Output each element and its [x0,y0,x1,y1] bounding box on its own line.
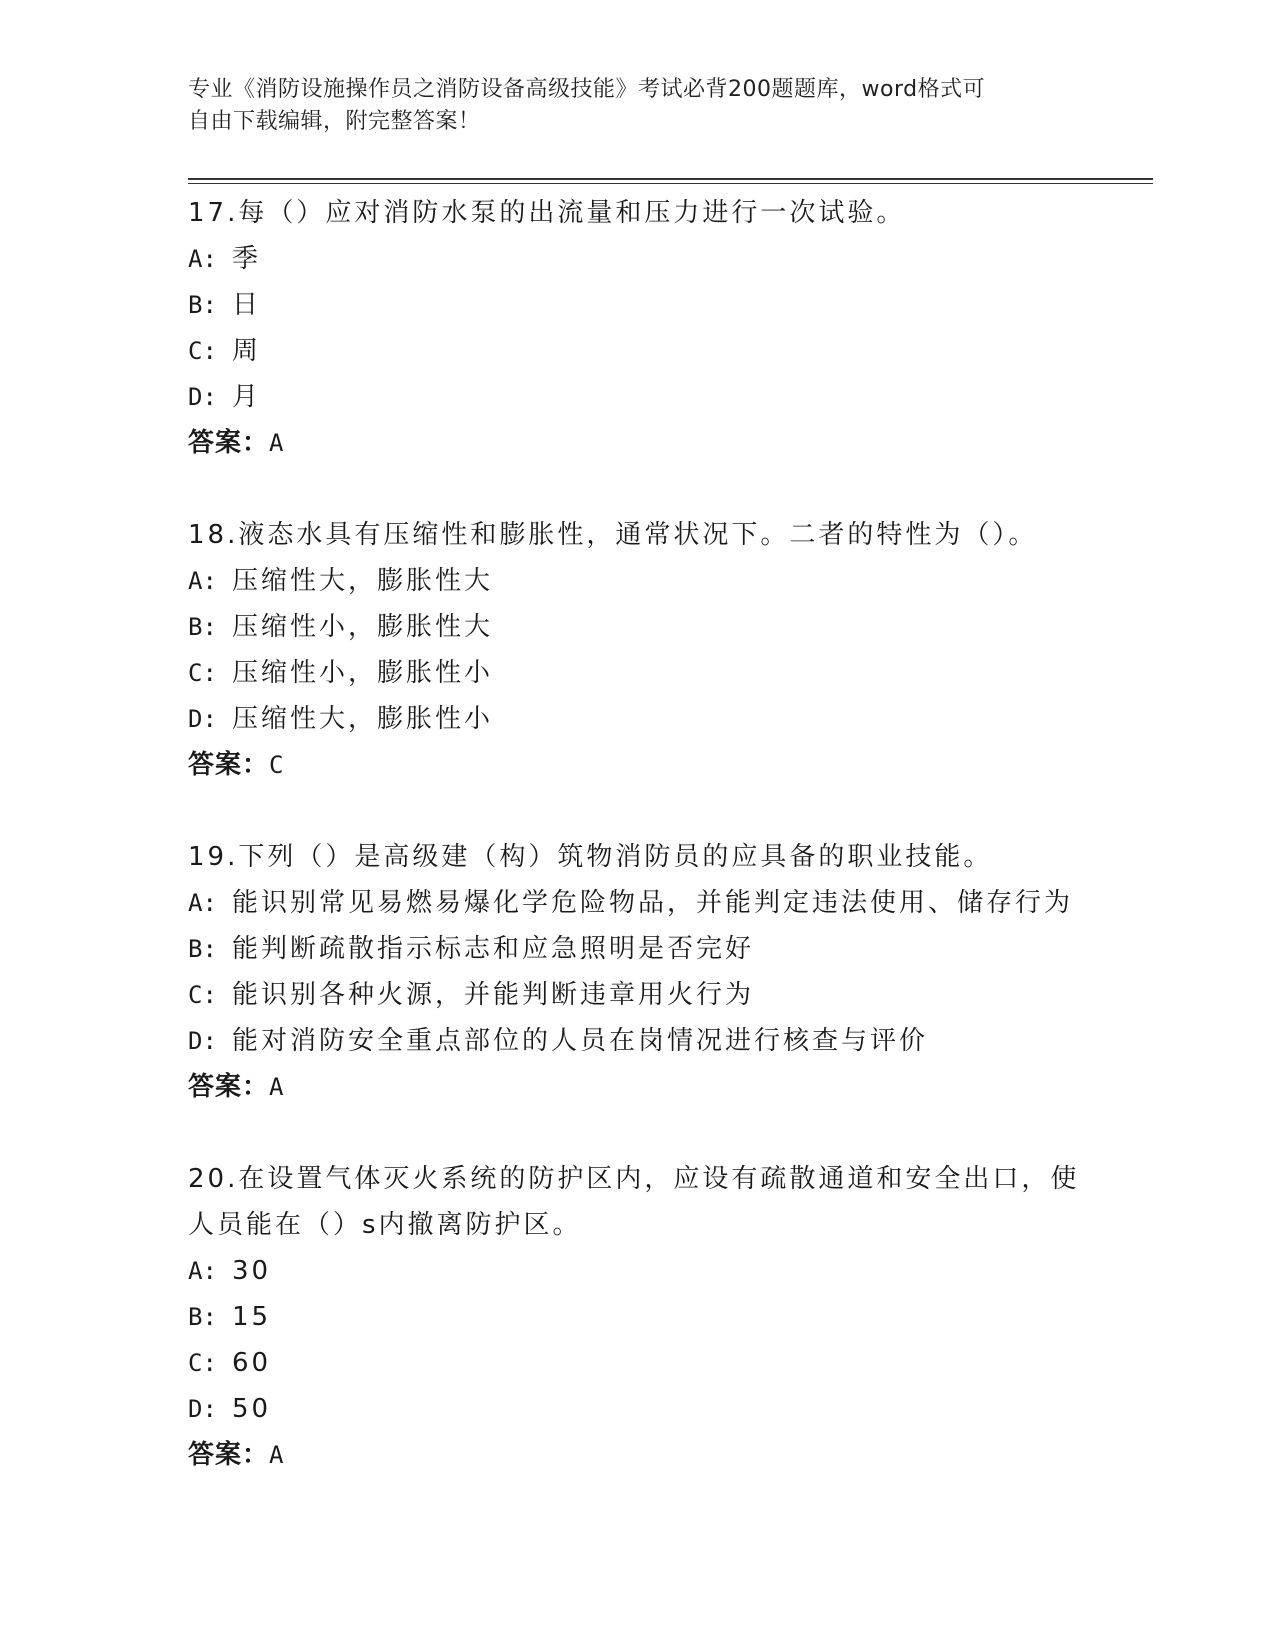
option-text: 60 [232,1348,272,1378]
option-b [188,926,1088,972]
option-text: 能识别常见易燃易爆化学危险物品，并能判定违法使用、储存行为 [232,888,1074,918]
option-letter: B: [188,613,217,641]
answer-value: A [269,1073,285,1101]
option-text: 15 [232,1302,272,1332]
option-text: 能判断疏散指示标志和应急照明是否完好 [232,934,755,964]
option-b [188,282,1088,328]
document-header [188,74,1088,138]
option-letter: A: [188,889,217,917]
option-letter: C: [188,659,217,687]
option-letter: A: [188,1257,217,1285]
option-letter: D: [188,1027,217,1055]
answer-label: 答案： [188,1072,270,1102]
option-b [188,604,1088,650]
option-text: 月 [232,382,262,412]
option-letter: B: [188,935,217,963]
question-stem: 17.每（）应对消防水泵的出流量和压力进行一次试验。 [188,198,906,228]
question-stem: 19.下列（）是高级建（构）筑物消防员的应具备的职业技能。 [188,842,993,872]
option-c [188,328,1088,374]
option-d [188,1018,1088,1064]
option-d [188,1386,1088,1432]
question-19 [188,834,1088,1110]
option-a [188,558,1088,604]
option-letter: B: [188,1303,217,1331]
header-line-1: 专业《消防设施操作员之消防设备高级技能》考试必背200题题库，word格式可 [188,77,986,102]
option-text: 压缩性小，膨胀性小 [232,658,494,688]
option-text: 50 [232,1394,272,1424]
option-a [188,880,1088,926]
question-list [188,190,1088,1524]
question-17 [188,190,1088,466]
answer-label: 答案： [188,1440,270,1470]
option-text: 日 [232,290,262,320]
option-text: 压缩性大，膨胀性大 [232,566,494,596]
option-b [188,1294,1088,1340]
option-d [188,374,1088,420]
option-text: 周 [232,336,262,366]
option-c [188,1340,1088,1386]
header-divider [188,178,1153,184]
option-letter: A: [188,245,217,273]
question-stem: 20.在设置气体灭火系统的防护区内，应设有疏散通道和安全出口，使人员能在（）s内撤离防护区。 [188,1164,1080,1240]
option-text: 压缩性小，膨胀性大 [232,612,494,642]
option-c [188,650,1088,696]
option-letter: C: [188,337,217,365]
answer-label: 答案： [188,750,270,780]
option-letter: D: [188,1395,217,1423]
option-text: 30 [232,1256,272,1286]
option-text: 能对消防安全重点部位的人员在岗情况进行核查与评价 [232,1026,929,1056]
option-letter: C: [188,981,217,1009]
question-stem: 18.液态水具有压缩性和膨胀性，通常状况下。二者的特性为（）。 [188,520,1038,550]
option-a [188,236,1088,282]
question-18 [188,512,1088,788]
option-letter: A: [188,567,217,595]
option-letter: D: [188,705,217,733]
option-d [188,696,1088,742]
answer-value: A [269,429,285,457]
answer-line [188,1064,1088,1110]
header-line-2: 自由下载编辑，附完整答案！ [188,109,481,134]
answer-line [188,420,1088,466]
option-text: 压缩性大，膨胀性小 [232,704,494,734]
option-letter: C: [188,1349,217,1377]
answer-label: 答案： [188,428,270,458]
option-text: 季 [232,244,262,274]
option-a [188,1248,1088,1294]
option-text: 能识别各种火源，并能判断违章用火行为 [232,980,755,1010]
answer-value: A [269,1441,285,1469]
answer-value: C [269,751,285,779]
option-letter: D: [188,383,217,411]
question-20 [188,1156,1088,1478]
answer-line [188,1432,1088,1478]
option-letter: B: [188,291,217,319]
option-c [188,972,1088,1018]
answer-line [188,742,1088,788]
